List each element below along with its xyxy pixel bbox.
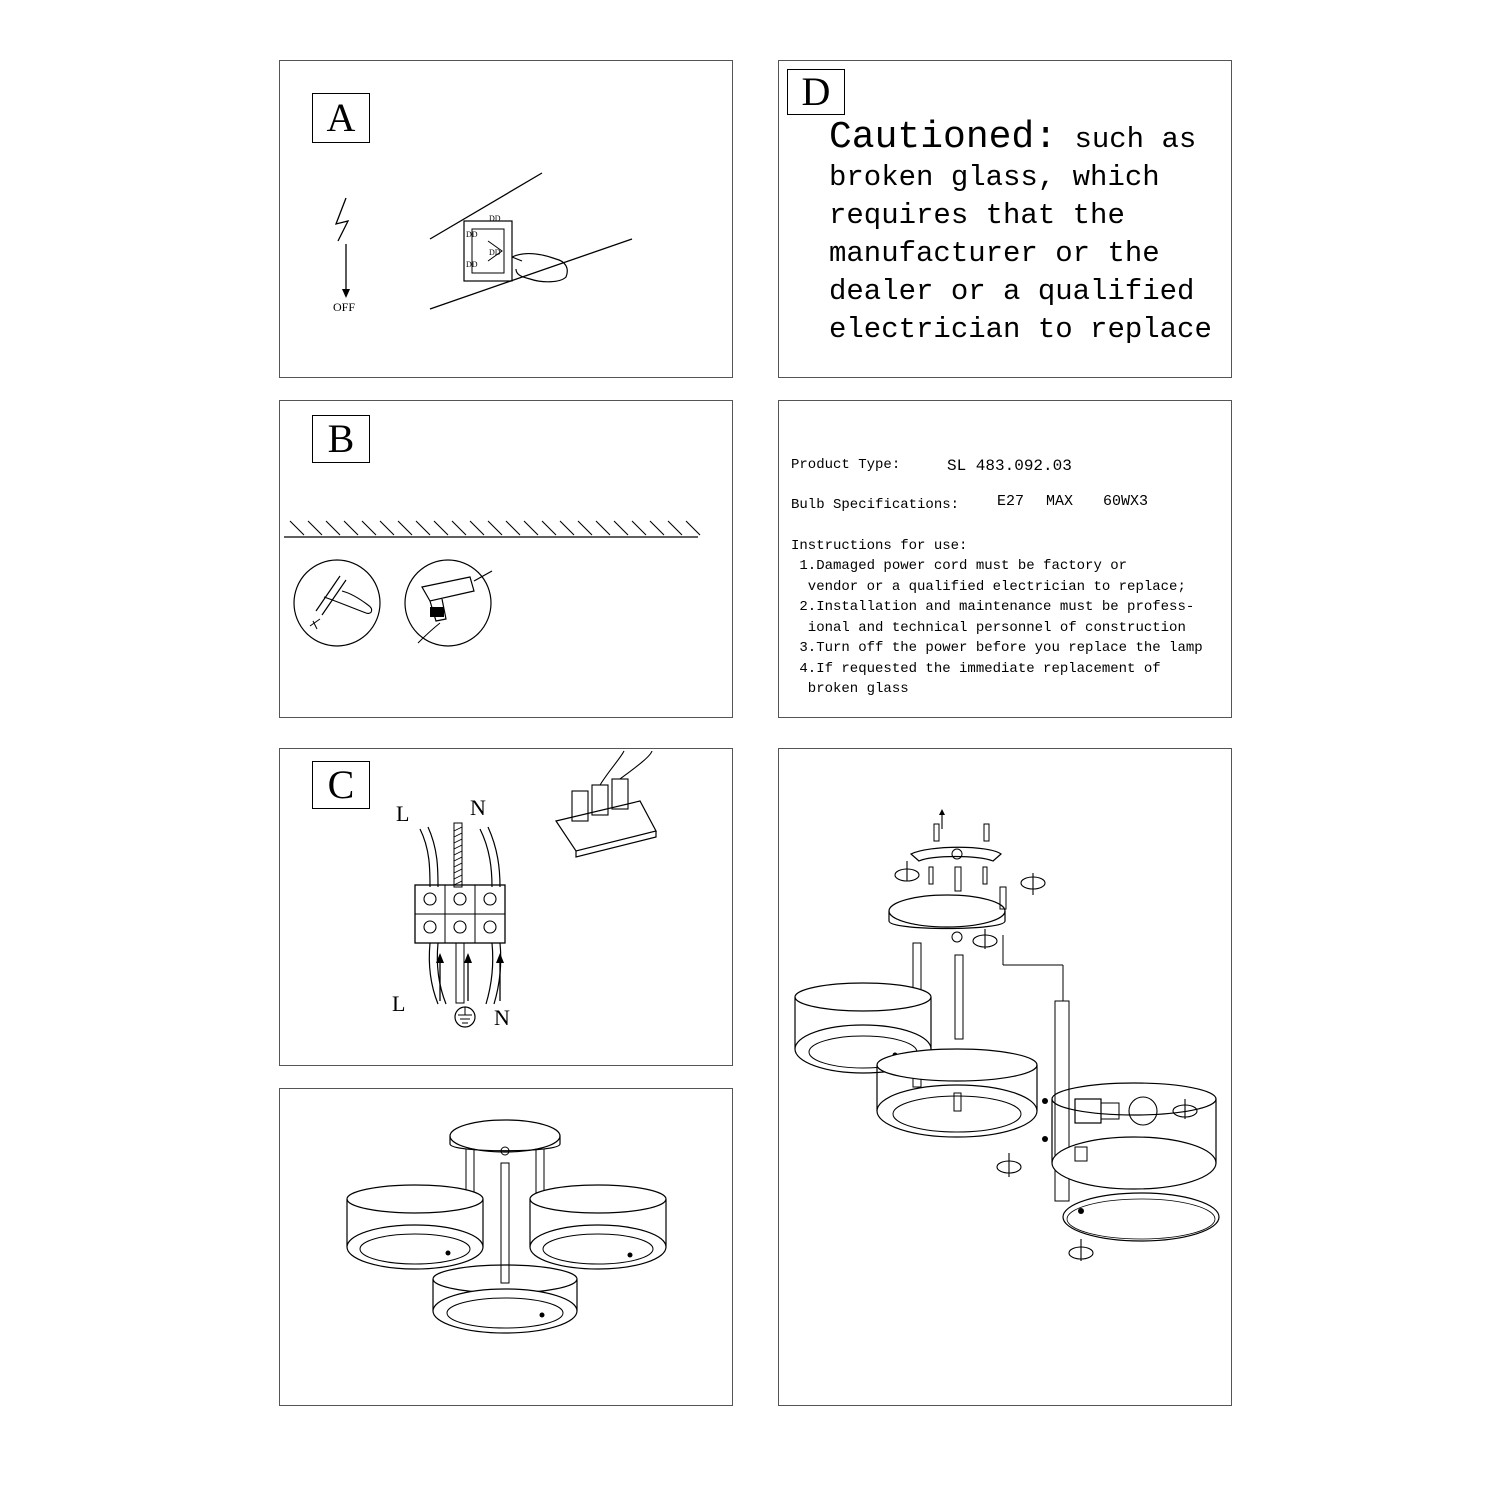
- svg-text:DD: DD: [489, 214, 501, 223]
- terminal-block-icon: [280, 749, 734, 1067]
- product-type-value: SL 483.092.03: [947, 457, 1072, 475]
- off-label: OFF: [333, 300, 356, 314]
- panel-assembled-lamp: [279, 1088, 733, 1406]
- panel-d-caution: [778, 60, 1232, 378]
- caution-word: Cautioned:: [829, 116, 1058, 159]
- instruction-line: 2.Installation and maintenance must be profess-: [791, 599, 1195, 615]
- svg-text:DD: DD: [466, 230, 478, 239]
- instruction-line: ional and technical personnel of construction: [791, 620, 1186, 636]
- step-letter-d: D: [787, 69, 845, 115]
- live-top-label: L: [396, 801, 410, 826]
- caution-line: broken glass, which: [829, 161, 1160, 194]
- panel-specifications: [778, 400, 1232, 718]
- caution-line: electrician to replace: [829, 313, 1212, 346]
- instruction-line: 4.If requested the immediate replacement of: [791, 661, 1161, 677]
- instructions-title: Instructions for use:: [791, 538, 968, 554]
- bulb-max: MAX: [1046, 493, 1074, 510]
- caution-line: requires that the: [829, 199, 1125, 232]
- instruction-line: vendor or a qualified electrician to replace;: [791, 579, 1186, 595]
- panel-b-drill-holes: [279, 400, 733, 718]
- light-switch-hand-icon: [280, 61, 734, 379]
- step-letter-c: C: [312, 761, 370, 809]
- bulb-spec-label: Bulb Specifications:: [791, 497, 960, 513]
- svg-text:DD: DD: [489, 248, 501, 257]
- neutral-top-label: N: [470, 795, 486, 820]
- instruction-line: 1.Damaged power cord must be factory or: [791, 558, 1128, 574]
- panel-a-power-off: [279, 60, 733, 378]
- caution-line: manufacturer or the: [829, 237, 1160, 270]
- caution-text: [829, 116, 1212, 349]
- panel-c-wiring: [279, 748, 733, 1066]
- instruction-line: broken glass: [791, 681, 909, 697]
- neutral-bottom-label: N: [494, 1005, 510, 1030]
- drill-icon: [280, 401, 734, 719]
- ceiling-lamp-assembled: [280, 1089, 734, 1407]
- panel-exploded-view: [778, 748, 1232, 1406]
- step-letter-a: A: [312, 93, 370, 143]
- bulb-power: 60WX3: [1103, 493, 1149, 510]
- step-letter-b: B: [312, 415, 370, 463]
- instruction-line: 3.Turn off the power before you replace the lamp: [791, 640, 1203, 656]
- bulb-socket: E27: [997, 493, 1025, 510]
- product-type-label: Product Type:: [791, 457, 901, 473]
- exploded-lamp-diagram: [779, 749, 1233, 1407]
- caution-line: dealer or a qualified: [829, 275, 1195, 308]
- svg-text:DD: DD: [466, 260, 478, 269]
- caution-line: such as: [1074, 123, 1197, 156]
- live-bottom-label: L: [392, 991, 406, 1016]
